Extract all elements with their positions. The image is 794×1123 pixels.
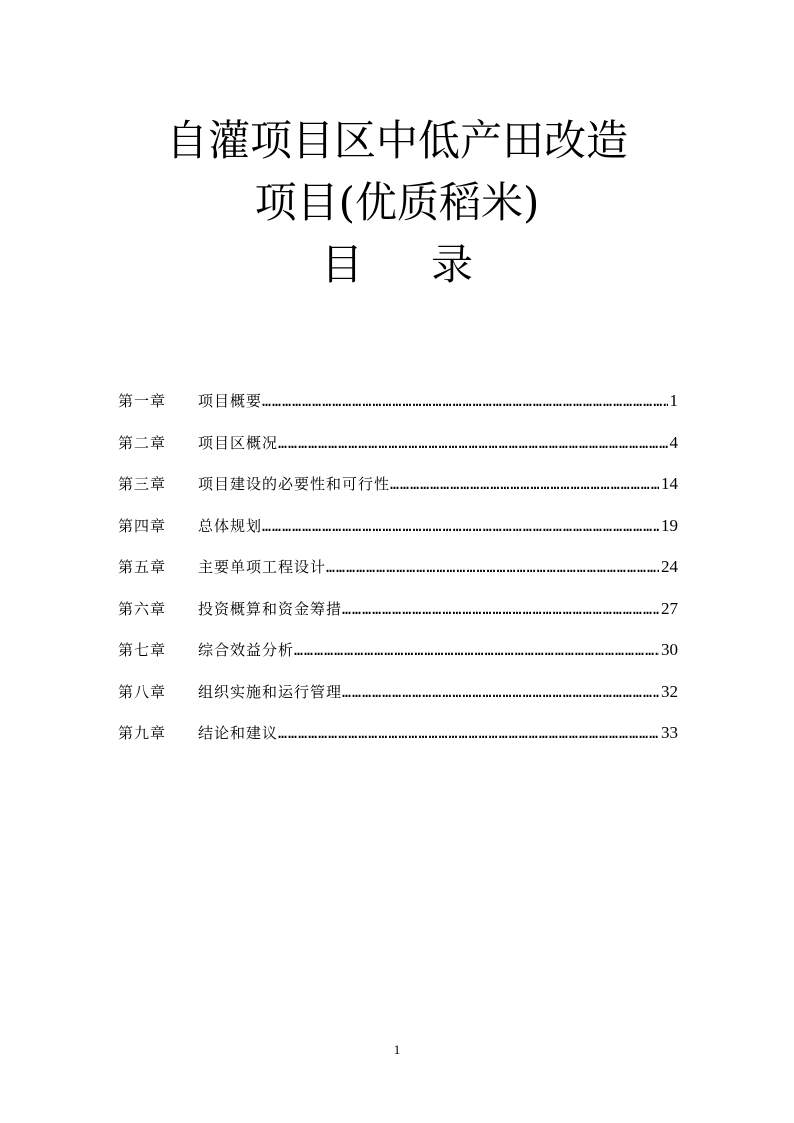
toc-entry-title: 结论和建议 bbox=[198, 724, 279, 742]
toc-leader-dots bbox=[278, 721, 659, 745]
title-line-2: 项目(优质稻米) bbox=[254, 178, 540, 227]
toc-entry[interactable] bbox=[118, 431, 678, 473]
toc-entry-title: 投资概算和资金筹措 bbox=[198, 599, 343, 618]
toc-chapter-label: 第二章 bbox=[118, 433, 167, 452]
toc-chapter-label: 第一章 bbox=[118, 392, 167, 410]
toc-entry-title: 综合效益分析 bbox=[198, 641, 295, 659]
toc-leader-dots bbox=[326, 555, 659, 579]
toc-page-number: 24 bbox=[661, 557, 678, 576]
toc-page-number: 27 bbox=[661, 598, 678, 618]
toc-entry[interactable] bbox=[118, 389, 678, 431]
toc-leader-dots bbox=[342, 680, 659, 704]
toc-page-number: 1 bbox=[669, 391, 678, 410]
toc-page-number: 19 bbox=[661, 515, 678, 535]
toc-heading: 目录 bbox=[320, 240, 541, 289]
toc-entry-title: 项目区概况 bbox=[198, 433, 279, 452]
toc-leader-dots bbox=[294, 638, 659, 662]
toc-entry[interactable] bbox=[118, 555, 678, 597]
toc-chapter-label: 第六章 bbox=[118, 599, 167, 618]
toc-entry[interactable] bbox=[118, 597, 678, 639]
toc-entry-title: 项目建设的必要性和可行性 bbox=[198, 475, 391, 493]
toc-chapter-label: 第七章 bbox=[118, 641, 167, 659]
toc-leader-dots bbox=[262, 389, 667, 413]
toc-chapter-label: 第八章 bbox=[118, 682, 167, 701]
toc-entry[interactable] bbox=[118, 680, 678, 722]
toc-page-number: 14 bbox=[661, 474, 678, 493]
toc-entry-title: 项目概要 bbox=[198, 392, 263, 410]
toc-chapter-label: 第五章 bbox=[118, 558, 167, 576]
toc-chapter-label: 第九章 bbox=[118, 724, 167, 742]
toc-entry[interactable] bbox=[118, 638, 678, 680]
table-of-contents bbox=[118, 389, 678, 763]
toc-entry[interactable] bbox=[118, 514, 678, 556]
toc-entry-title: 主要单项工程设计 bbox=[198, 558, 327, 576]
toc-leader-dots bbox=[278, 431, 667, 455]
toc-entry[interactable] bbox=[118, 721, 678, 763]
toc-entry-title: 总体规划 bbox=[198, 516, 263, 535]
toc-entry[interactable] bbox=[118, 472, 678, 514]
toc-entry-title: 组织实施和运行管理 bbox=[198, 682, 343, 701]
toc-page-number: 33 bbox=[661, 723, 678, 742]
toc-chapter-label: 第三章 bbox=[118, 475, 167, 493]
toc-page-number: 32 bbox=[661, 681, 678, 701]
toc-leader-dots bbox=[342, 597, 659, 621]
toc-leader-dots bbox=[262, 514, 659, 538]
page-number: 1 bbox=[393, 1042, 401, 1057]
toc-chapter-label: 第四章 bbox=[118, 516, 167, 535]
toc-leader-dots bbox=[390, 472, 659, 496]
title-line-1: 自灌项目区中低产田改造 bbox=[165, 116, 628, 165]
toc-page-number: 30 bbox=[661, 640, 678, 659]
document-title bbox=[0, 112, 794, 294]
toc-page-number: 4 bbox=[669, 432, 678, 452]
